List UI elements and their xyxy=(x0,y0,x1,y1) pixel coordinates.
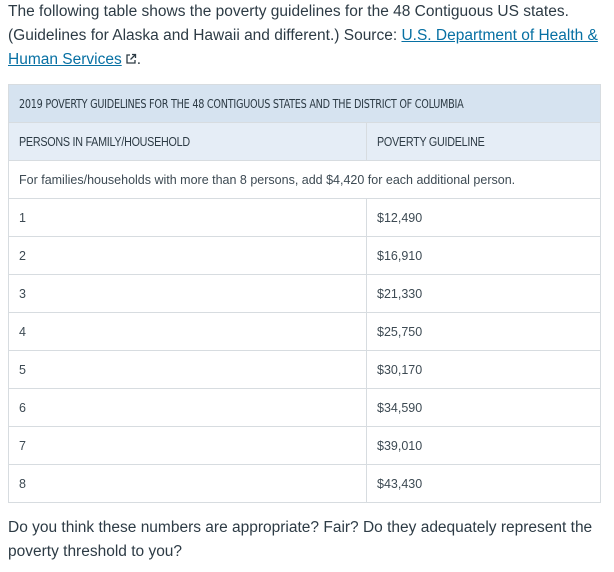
poverty-guidelines-table xyxy=(8,84,601,503)
table-caption-row xyxy=(9,85,601,123)
guideline-cell: $16,910 xyxy=(367,237,601,275)
intro-period: . xyxy=(136,51,142,68)
table-header-row xyxy=(9,123,601,161)
external-link-icon xyxy=(125,53,137,65)
guideline-column-header xyxy=(367,123,601,161)
table-row xyxy=(9,313,601,351)
table-row xyxy=(9,389,601,427)
guideline-cell: $43,430 xyxy=(367,465,601,503)
table-note-row xyxy=(9,161,601,199)
persons-column-header-text: PERSONS IN FAMILY/HOUSEHOLD xyxy=(19,134,190,149)
table-caption xyxy=(9,85,601,123)
intro-paragraph xyxy=(8,0,608,72)
persons-cell: 2 xyxy=(9,237,367,275)
outro-paragraph: Do you think these numbers are appropriate? Fair? Do they adequately represent the poverty threshold to you? xyxy=(8,519,593,560)
guideline-cell: $21,330 xyxy=(367,275,601,313)
guideline-column-header-text: POVERTY GUIDELINE xyxy=(377,134,485,149)
persons-cell: 1 xyxy=(9,199,367,237)
persons-cell: 6 xyxy=(9,389,367,427)
table-row xyxy=(9,351,601,389)
table-row xyxy=(9,465,601,503)
table-caption-text: 2019 POVERTY GUIDELINES FOR THE 48 CONTIGUOUS STATES AND THE DISTRICT OF COLUMBIA xyxy=(19,96,464,111)
guideline-cell: $39,010 xyxy=(367,427,601,465)
persons-cell: 4 xyxy=(9,313,367,351)
table-row xyxy=(9,199,601,237)
guideline-cell: $12,490 xyxy=(367,199,601,237)
persons-column-header xyxy=(9,123,367,161)
persons-cell: 7 xyxy=(9,427,367,465)
hhs-source-link[interactable]: U.S. Department of Health & Human Services xyxy=(8,27,598,68)
intro-text: The following table shows the poverty guidelines for the 48 Contiguous US states. (Guidelines for Alaska and Hawaii and different.) Source: xyxy=(8,3,569,44)
persons-cell: 5 xyxy=(9,351,367,389)
table-row xyxy=(9,275,601,313)
table-row xyxy=(9,237,601,275)
table-row xyxy=(9,427,601,465)
guideline-cell: $30,170 xyxy=(367,351,601,389)
table-note: For families/households with more than 8 persons, add $4,420 for each additional person. xyxy=(9,161,601,199)
guideline-cell: $34,590 xyxy=(367,389,601,427)
persons-cell: 3 xyxy=(9,275,367,313)
guideline-cell: $25,750 xyxy=(367,313,601,351)
persons-cell: 8 xyxy=(9,465,367,503)
